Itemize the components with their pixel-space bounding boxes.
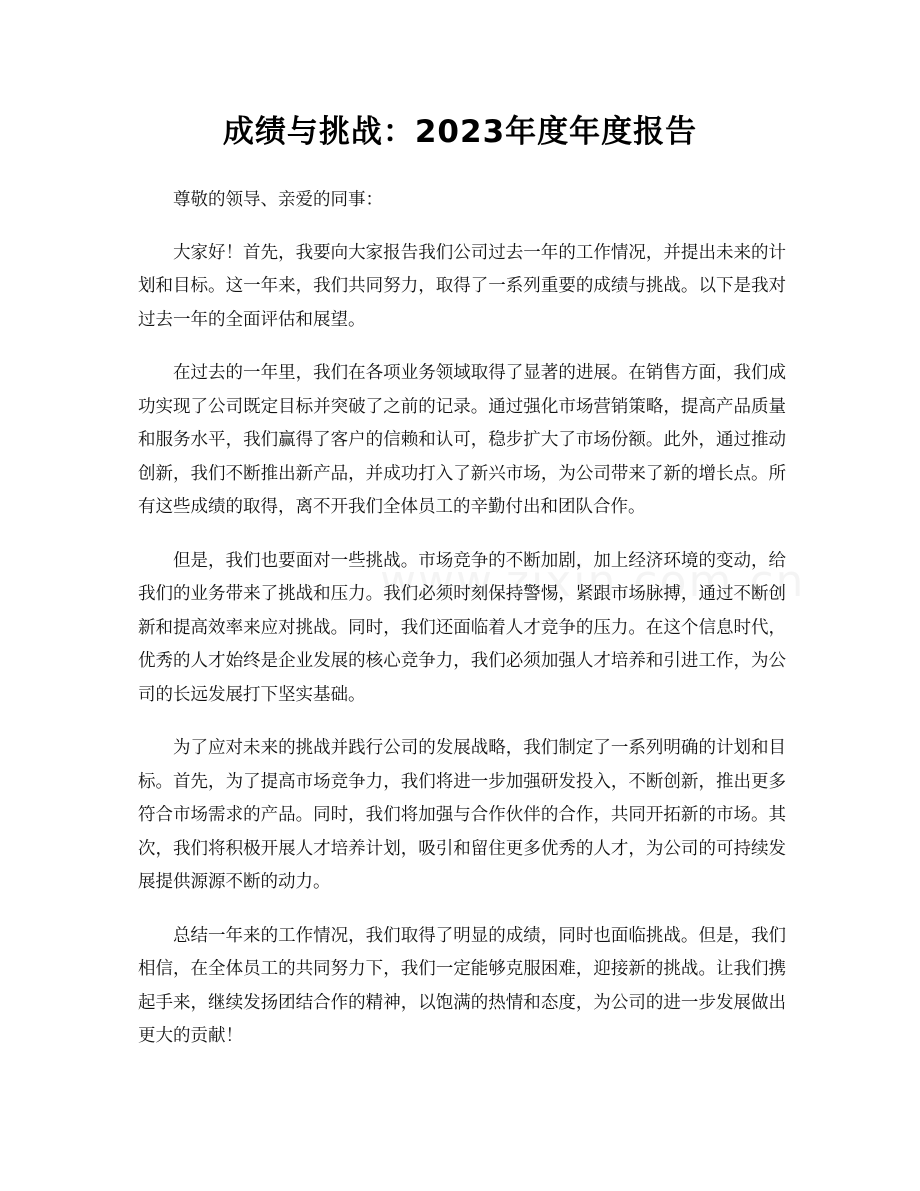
document-title: 成绩与挑战：2023年度年度报告 (222, 114, 698, 150)
paragraph-conclusion: 总结一年来的工作情况，我们取得了明显的成绩，同时也面临挑战。但是，我们相信，在全体员工的共同努力下，我们一定能够克服困难，迎接新的挑战。让我们携起手来，继续发扬团结合作的精神，以饱满的热情和态度，为公司的进一步发展做出更大的贡献！ (138, 925, 786, 1046)
document-body (138, 184, 786, 1074)
paragraph-intro: 大家好！首先，我要向大家报告我们公司过去一年的工作情况，并提出未来的计划和目标。这一年来，我们共同努力，取得了一系列重要的成绩与挑战。以下是我对过去一年的全面评估和展望。 (138, 242, 786, 330)
salutation: 尊敬的领导、亲爱的同事： (173, 190, 383, 210)
paragraph-plans: 为了应对未来的挑战并践行公司的发展战略，我们制定了一系列明确的计划和目标。首先，为了提高市场竞争力，我们将进一步加强研发投入，不断创新，推出更多符合市场需求的产品。同时，我们将加强与合作伙伴的合作，共同开拓新的市场。其次，我们将积极开展人才培养计划，吸引和留住更多优秀的人才，为公司的可持续发展提供源源不断的动力。 (138, 738, 786, 892)
paragraph-achievements: 在过去的一年里，我们在各项业务领域取得了显著的进展。在销售方面，我们成功实现了公司既定目标并突破了之前的记录。通过强化市场营销策略，提高产品质量和服务水平，我们赢得了客户的信赖和认可，稳步扩大了市场份额。此外，通过推动创新，我们不断推出新产品，并成功打入了新兴市场，为公司带来了新的增长点。所有这些成绩的取得，离不开我们全体员工的辛勤付出和团队合作。 (138, 363, 786, 517)
paragraph-challenges: 但是，我们也要面对一些挑战。市场竞争的不断加剧，加上经济环境的变动，给我们的业务带来了挑战和压力。我们必须时刻保持警惕，紧跟市场脉搏，通过不断创新和提高效率来应对挑战。同时，我们还面临着人才竞争的压力。在这个信息时代，优秀的人才始终是企业发展的核心竞争力，我们必须加强人才培养和引进工作，为公司的长远发展打下坚实基础。 (138, 550, 786, 705)
